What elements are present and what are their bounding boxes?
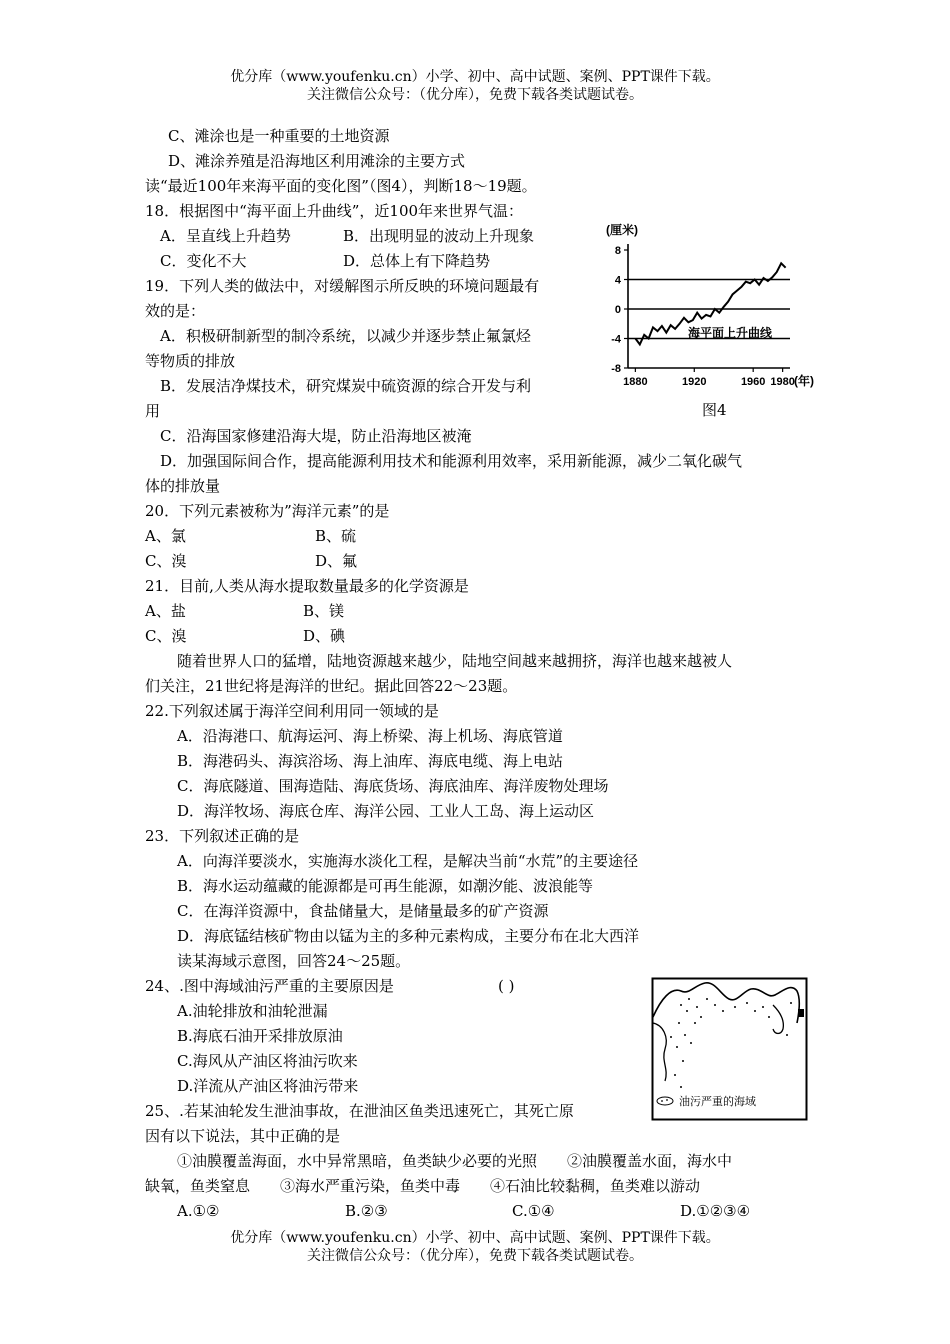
pollution-dot bbox=[700, 1016, 702, 1018]
pollution-dot bbox=[786, 1034, 788, 1036]
y-tick-label: 0 bbox=[614, 304, 621, 316]
text-line: C、滩涂也是一种重要的土地资源 bbox=[168, 127, 390, 145]
question-22: 22.下列叙述属于海洋空间利用同一领域的是 bbox=[145, 702, 439, 720]
question-23: 23．下列叙述正确的是 bbox=[145, 827, 300, 845]
y-tick-label: 8 bbox=[614, 245, 621, 257]
legend-label: 油污严重的海域 bbox=[679, 1096, 756, 1108]
text-line: ①油膜覆盖海面，水中异常黑暗，鱼类缺少必要的光照 ②油膜覆盖水面，海水中 bbox=[177, 1152, 733, 1170]
text-line: 读“最近100年来海平面的变化图”（图4），判断18～19题。 bbox=[145, 177, 537, 195]
footer-line-1: 优分库（www.youfenku.cn）小学、初中、高中试题、案例、PPT课件下载。 bbox=[230, 1230, 720, 1246]
option-21b: B、镁 bbox=[303, 602, 345, 620]
pollution-dot bbox=[674, 1074, 676, 1076]
option-18c: C．变化不大 bbox=[160, 252, 247, 270]
question-19: 19．下列人类的做法中，对缓解图示所反映的环境问题最有 bbox=[145, 277, 540, 295]
text-line: 随着世界人口的猛增，陆地资源越来越少，陆地空间越来越拥挤，海洋也越来越被人 bbox=[177, 652, 733, 670]
option-25d: D.①②③④ bbox=[680, 1202, 751, 1220]
pollution-dot bbox=[686, 1010, 688, 1012]
pollution-dot bbox=[706, 998, 708, 1000]
option-21c: C、溴 bbox=[145, 627, 187, 645]
figure-caption: 图4 bbox=[702, 401, 727, 419]
text-line: 效的是： bbox=[145, 302, 206, 320]
question-20: 20．下列元素被称为”海洋元素”的是 bbox=[145, 502, 390, 520]
text-line: 体的排放量 bbox=[145, 477, 221, 495]
option-18b: B．出现明显的波动上升现象 bbox=[343, 227, 535, 245]
option-23d: D．海底锰结核矿物由以锰为主的多种元素构成，主要分布在北大西洋 bbox=[177, 927, 640, 945]
pollution-dot bbox=[670, 1036, 672, 1038]
chart-y-ticks bbox=[611, 245, 628, 375]
option-23b: B．海水运动蕴藏的能源都是可再生能源，如潮汐能、波浪能等 bbox=[177, 877, 594, 895]
pollution-dot bbox=[696, 1006, 698, 1008]
option-20c: C、溴 bbox=[145, 552, 187, 570]
pollution-dot bbox=[678, 1022, 680, 1024]
y-tick-label: -4 bbox=[611, 333, 621, 346]
pollution-dot bbox=[754, 1010, 756, 1012]
x-tick-label: 1880 bbox=[623, 376, 648, 388]
option-20d: D、氟 bbox=[315, 552, 358, 570]
text-line: 因有以下说法，其中正确的是 bbox=[145, 1127, 341, 1145]
question-18: 18．根据图中“海平面上升曲线”，近100年来世界气温： bbox=[145, 202, 524, 220]
sea-area-map bbox=[651, 977, 808, 1121]
option-21d: D、碘 bbox=[303, 627, 346, 645]
option-25a: A.①② bbox=[177, 1202, 220, 1220]
pollution-dot bbox=[734, 1006, 736, 1008]
option-22d: D．海洋牧场、海底仓库、海洋公园、工业人工岛、海上运动区 bbox=[177, 802, 595, 820]
sea-level-chart bbox=[598, 218, 828, 398]
answer-blank: ( ) bbox=[498, 977, 515, 995]
text-line: 们关注，21世纪将是海洋的世纪。据此回答22～23题。 bbox=[145, 677, 518, 695]
pollution-dot bbox=[688, 998, 690, 1000]
pollution-dot bbox=[746, 1002, 748, 1004]
text-line: 用 bbox=[145, 402, 161, 420]
page-footer bbox=[0, 1229, 950, 1265]
pollution-dot bbox=[694, 1022, 696, 1024]
footer-line-2: 关注微信公众号：（优分库），免费下载各类试题试卷。 bbox=[307, 1248, 643, 1264]
pollution-dot bbox=[680, 1086, 682, 1088]
pollution-dot bbox=[684, 1034, 686, 1036]
x-tick-label: 1960 bbox=[740, 376, 766, 388]
x-tick-label: 1920 bbox=[682, 376, 707, 388]
text-line: 缺氧，鱼类窒息 ③海水严重污染，鱼类中毒 ④石油比较黏稠，鱼类难以游动 bbox=[145, 1177, 701, 1195]
header-line-2: 关注微信公众号：（优分库），免费下载各类试题试卷。 bbox=[307, 87, 643, 103]
legend-dot bbox=[661, 1100, 663, 1102]
option-24a: A.油轮排放和油轮泄漏 bbox=[177, 1002, 328, 1020]
y-tick-label: -8 bbox=[611, 363, 621, 375]
legend-dot bbox=[666, 1099, 668, 1101]
option-22a: A．沿海港口、航海运河、海上桥梁、海上机场、海底管道 bbox=[177, 727, 563, 745]
pollution-dot bbox=[722, 1010, 724, 1012]
curve-label: 海平面上升曲线 bbox=[688, 326, 773, 340]
text-line: D、滩涂养殖是沿海地区利用滩涂的主要方式 bbox=[168, 152, 466, 170]
y-tick-label: 4 bbox=[614, 274, 621, 287]
option-20b: B、硫 bbox=[315, 527, 357, 545]
pollution-dot bbox=[690, 1042, 692, 1044]
option-19a: A．积极研制新型的制冷系统，以减少并逐步禁止氟氯烃 bbox=[160, 327, 531, 345]
pollution-dot bbox=[762, 1006, 764, 1008]
page-header bbox=[0, 68, 950, 104]
option-23a: A．向海洋要淡水，实施海水淡化工程，是解决当前“水荒”的主要途径 bbox=[177, 852, 639, 870]
chart-x-ticks bbox=[623, 368, 795, 388]
chart-year-label: (年) bbox=[794, 374, 814, 388]
option-20a: A、氯 bbox=[145, 527, 186, 545]
option-25b: B.②③ bbox=[345, 1202, 388, 1220]
option-19d: D．加强国际间合作，提高能源利用技术和能源利用效率，采用新能源，减少二氧化碳气 bbox=[160, 452, 743, 470]
oil-platform bbox=[798, 1009, 804, 1017]
option-25c: C.①④ bbox=[512, 1202, 555, 1220]
pollution-dot bbox=[714, 1004, 716, 1006]
option-24b: B.海底石油开采排放原油 bbox=[177, 1027, 343, 1045]
pollution-dot bbox=[680, 1004, 682, 1006]
option-23c: C．在海洋资源中，食盐储量大，是储量最多的矿产资源 bbox=[177, 902, 549, 920]
option-19b: B．发展洁净煤技术，研究煤炭中硫资源的综合开发与利 bbox=[160, 377, 532, 395]
pollution-dot bbox=[768, 1016, 770, 1018]
question-21: 21．目前,人类从海水提取数量最多的化学资源是 bbox=[145, 577, 469, 595]
pollution-dot bbox=[676, 1046, 678, 1048]
option-18a: A．呈直线上升趋势 bbox=[160, 227, 291, 245]
chart-unit-label: (厘米) bbox=[606, 223, 638, 237]
chart-axes bbox=[628, 244, 790, 368]
question-24: 24、.图中海域油污严重的主要原因是 bbox=[145, 977, 394, 995]
pollution-dot bbox=[682, 1060, 684, 1062]
option-24d: D.洋流从产油区将油污带来 bbox=[177, 1077, 359, 1095]
header-line-1: 优分库（www.youfenku.cn）小学、初中、高中试题、案例、PPT课件下载。 bbox=[230, 69, 720, 85]
option-22c: C．海底隧道、围海造陆、海底货场、海底油库、海洋废物处理场 bbox=[177, 777, 609, 795]
question-25: 25、.若某油轮发生泄油事故，在泄油区鱼类迅速死亡，其死亡原 bbox=[145, 1102, 574, 1120]
option-24c: C.海风从产油区将油污吹来 bbox=[177, 1052, 358, 1070]
text-line: 读某海域示意图，回答24～25题。 bbox=[177, 952, 411, 970]
legend-symbol bbox=[657, 1097, 673, 1105]
x-tick-label: 1980 bbox=[770, 376, 795, 388]
pollution-dot bbox=[790, 1002, 792, 1004]
option-21a: A、盐 bbox=[145, 602, 186, 620]
option-18d: D．总体上有下降趋势 bbox=[343, 252, 491, 270]
text-line: 等物质的排放 bbox=[145, 352, 236, 370]
option-22b: B．海港码头、海滨浴场、海上油库、海底电缆、海上电站 bbox=[177, 752, 564, 770]
option-19c: C．沿海国家修建沿海大堤，防止沿海地区被淹 bbox=[160, 427, 472, 445]
